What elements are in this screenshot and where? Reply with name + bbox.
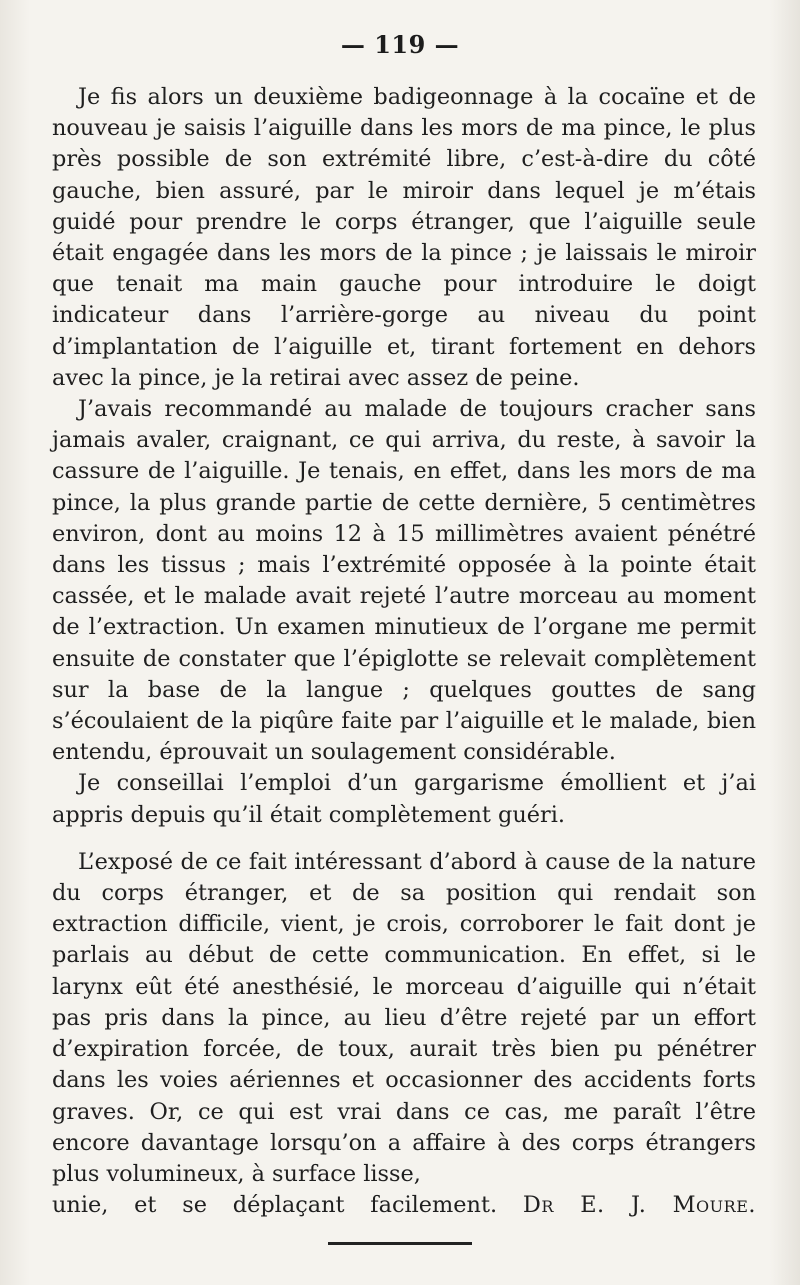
paragraph-4: L’exposé de ce fait intéressant d’abord à cause de la nature du corps étranger, et de sa position qui rendait son extraction difficile, vient, je crois, corroborer le fait dont je parlais au début de cette communication. En effet, si le larynx eût été anesthésié, le morceau d’aiguille qui n’était pas pris dans la pince, au lieu d’être rejeté par un effort d’expiration forcée, de toux, aurait très bien pu pénétrer dans les voies aériennes et occasionner des accidents forts graves. Or, ce qui est vrai dans ce cas, me paraît l’être encore davantage lorsqu’on a affaire à des corps étrangers plus volumineux, à surface lisse, bbox=[52, 848, 756, 1187]
footer-rule bbox=[328, 1242, 472, 1245]
author-signature: Dr E. J. Moure. bbox=[522, 1192, 756, 1219]
paragraph-2: J’avais recommandé au malade de toujours cracher sans jamais avaler, craignant, ce qui arriva, du reste, à savoir la cassure de l’aiguille. Je tenais, en effet, dans les mors de ma pince, la plus grande partie de cette dernière, 5 centimètres environ, dont au moins 12 à 15 millimètres avaient pénétré dans les tissus ; mais l’extrémité opposée à la pointe était cassée, et le malade avait rejeté l’autre morceau au moment de l’extraction. Un examen minutieux de l’organe me permit ensuite de constater que l’épiglotte se relevait complètement sur la base de la langue ; quelques gouttes de sang s’écoulaient de la piqûre faite par l’aiguille et le malade, bien entendu, éprouvait un soulagement considérable. bbox=[52, 396, 756, 766]
body-text bbox=[52, 82, 756, 1221]
paragraph-3: Je conseillai l’emploi d’un gargarisme émollient et j’ai appris depuis qu’il était complètement guéri. bbox=[52, 770, 756, 828]
page-number: — 119 — bbox=[340, 30, 460, 59]
closing-line bbox=[52, 1190, 756, 1221]
paragraph-1: Je fis alors un deuxième badigeonnage à la cocaïne et de nouveau je saisis l’aiguille dans les mors de ma pince, le plus près possible de son extrémité libre, c’est-à-dire du côté gauche, bien assuré, par le miroir dans lequel je m’étais guidé pour prendre le corps étranger, que l’aiguille seule était engagée dans les mors de la pince ; je laissais le miroir que tenait ma main gauche pour introduire le doigt indicateur dans l’arrière-gorge au niveau du point d’implantation de l’aiguille et, tirant fortement en dehors avec la pince, je la retirai avec assez de peine. bbox=[52, 84, 756, 391]
closing-text: unie, et se déplaçant facilement. bbox=[52, 1192, 498, 1219]
